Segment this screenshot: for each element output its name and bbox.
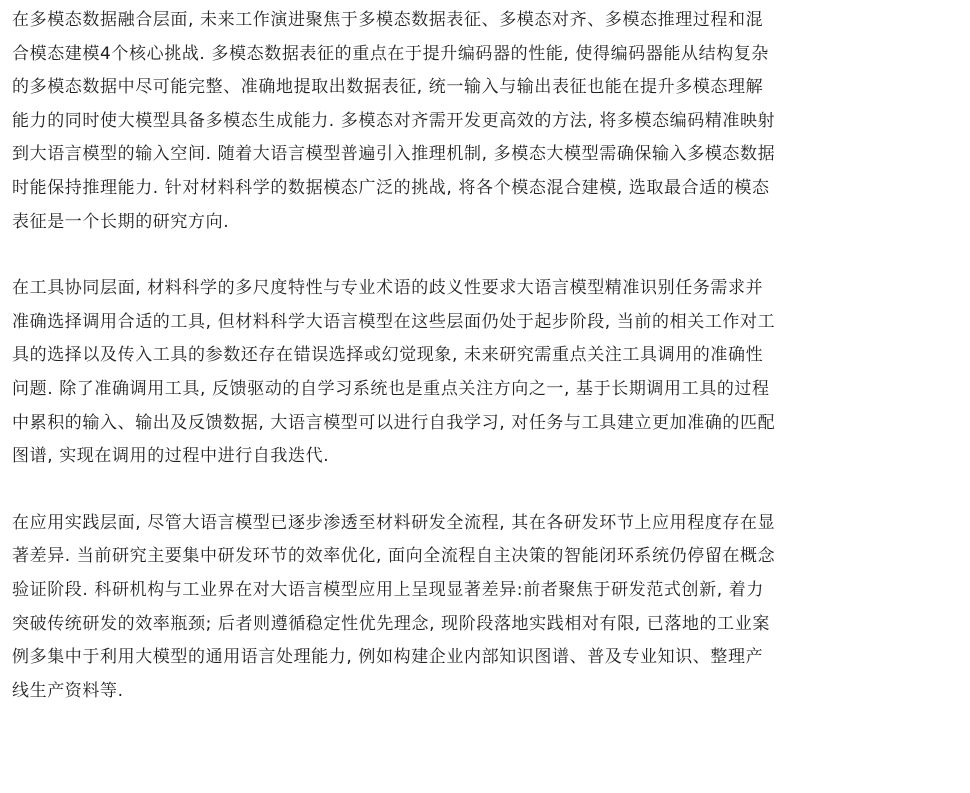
text-line: 到大语言模型的输入空间. 随着大语言模型普遍引入推理机制, 多模态大模型需确保输入多模态数据 [12,144,776,165]
text-line: 中累积的输入、输出及反馈数据, 大语言模型可以进行自我学习, 对任务与工具建立更加准确的匹配 [12,412,776,433]
paragraph-multimodal-fusion [12,4,962,239]
text-line: 具的选择以及传入工具的参数还存在错误选择或幻觉现象, 未来研究需重点关注工具调用的准确性 [12,345,764,366]
text-line: 图谱, 实现在调用的过程中进行自我迭代. [12,446,330,467]
text-line: 在多模态数据融合层面, 未来工作演进聚焦于多模态数据表征、多模态对齐、多模态推理过程和混 [12,10,764,30]
text-line: 问题. 除了准确调用工具, 反馈驱动的自学习系统也是重点关注方向之一, 基于长期调用工具的过程 [12,378,770,399]
text-line: 验证阶段. 科研机构与工业界在对大语言模型应用上呈现显著差异:前者聚焦于研发范式创新, 着力 [12,579,764,600]
text-line: 能力的同时使大模型具备多模态生成能力. 多模态对齐需开发更高效的方法, 将多模态编码精准映射 [12,110,776,131]
text-line: 准确选择调用合适的工具, 但材料科学大语言模型在这些层面仍处于起步阶段, 当前的相关工作对工 [12,311,776,332]
paragraph-tool-collaboration [12,272,962,474]
text-line: 时能保持推理能力. 针对材料科学的数据模态广泛的挑战, 将各个模态混合建模, 选取最合适的模态 [12,177,770,198]
text-line: 在工具协同层面, 材料科学的多尺度特性与专业术语的歧义性要求大语言模型精准识别任务需求并 [12,278,764,299]
document-body [12,0,962,708]
text-line: 线生产资料等. [12,680,124,701]
text-line: 合模态建模4个核心挑战. 多模态数据表征的重点在于提升编码器的性能, 使得编码器能从结构复杂 [12,43,770,64]
text-line: 的多模态数据中尽可能完整、准确地提取出数据表征, 统一输入与输出表征也能在提升多模态理解 [12,77,764,98]
text-line: 在应用实践层面, 尽管大语言模型已逐步渗透至材料研发全流程, 其在各研发环节上应用程度存在显 [12,512,776,533]
paragraph-application-practice [12,507,962,709]
text-line: 表征是一个长期的研究方向. [12,211,230,232]
text-line: 例多集中于利用大模型的通用语言处理能力, 例如构建企业内部知识图谱、普及专业知识、整理产 [12,647,764,668]
text-line: 著差异. 当前研究主要集中研发环节的效率优化, 面向全流程自主决策的智能闭环系统仍停留在概念 [12,546,776,567]
text-line: 突破传统研发的效率瓶颈; 后者则遵循稳定性优先理念, 现阶段落地实践相对有限, 已落地的工业案 [12,613,770,634]
